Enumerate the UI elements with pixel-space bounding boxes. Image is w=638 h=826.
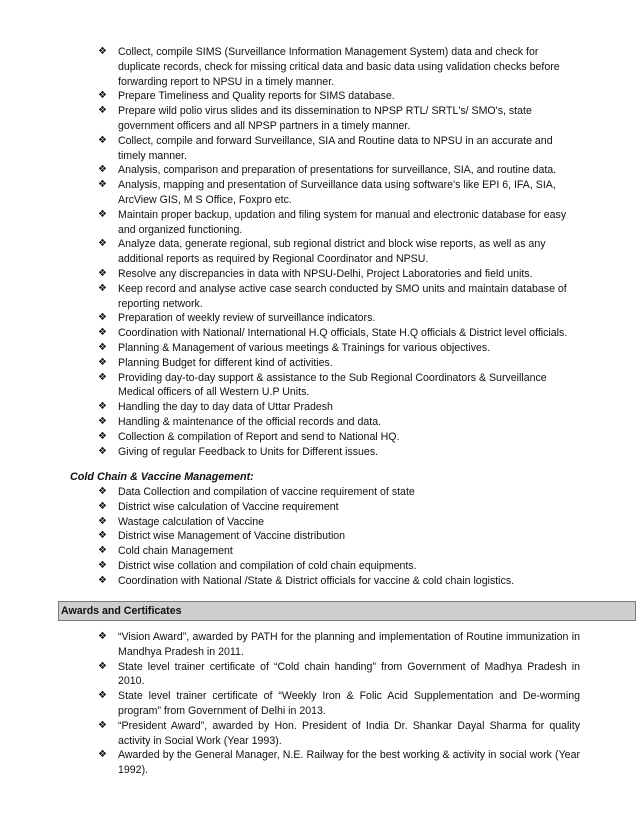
list-item-text: Planning & Management of various meetings & Trainings for various objectives.: [118, 341, 491, 354]
list-item: [98, 341, 580, 356]
list-item-text: Analysis, mapping and presentation of Surveillance data using software's like EPI 6, IFA, SIA, ArcView GIS, M S Office, Foxpro etc.: [118, 179, 556, 206]
list-item: [98, 689, 580, 719]
list-item: [98, 45, 580, 89]
four-diamond-bullet-icon: ❖: [98, 719, 107, 731]
four-diamond-bullet-icon: ❖: [98, 134, 107, 146]
four-diamond-bullet-icon: ❖: [98, 327, 107, 339]
four-diamond-bullet-icon: ❖: [98, 282, 107, 294]
list-item-text: Coordination with National /State & District officials for vaccine & cold chain logistics.: [118, 574, 515, 587]
list-item: [98, 485, 580, 500]
list-item-text: Handling & maintenance of the official records and data.: [118, 415, 382, 428]
list-item: [98, 237, 580, 267]
list-item-text: Giving of regular Feedback to Units for Different issues.: [118, 445, 379, 458]
four-diamond-bullet-icon: ❖: [98, 341, 107, 353]
four-diamond-bullet-icon: ❖: [98, 356, 107, 368]
list-item-text: “President Award”, awarded by Hon. President of India Dr. Shankar Dayal Sharma for quality activity in Social Work (Year 1993).: [118, 719, 580, 747]
four-diamond-bullet-icon: ❖: [98, 312, 107, 324]
cold-chain-list: [98, 485, 580, 589]
list-item: [98, 660, 580, 690]
list-item: [98, 719, 580, 749]
list-item: [98, 544, 580, 559]
list-item: [98, 371, 580, 401]
list-item-text: Coordination with National/ International H.Q officials, State H.Q officials & District level officials.: [118, 327, 568, 340]
list-item: [98, 356, 580, 371]
responsibilities-list: [98, 45, 580, 459]
list-item-text: Prepare wild polio virus slides and its dissemination to NPSP RTL/ SRTL's/ SMO's, state government officers and all NPSP partners in a timely manner.: [118, 105, 532, 132]
four-diamond-bullet-icon: ❖: [98, 238, 107, 250]
four-diamond-bullet-icon: ❖: [98, 445, 107, 457]
list-item: [98, 326, 580, 341]
four-diamond-bullet-icon: ❖: [98, 371, 107, 383]
list-item: [98, 163, 580, 178]
four-diamond-bullet-icon: ❖: [98, 545, 107, 557]
four-diamond-bullet-icon: ❖: [98, 500, 107, 512]
list-item: [98, 748, 580, 778]
list-item-text: Prepare Timeliness and Quality reports for SIMS database.: [118, 90, 395, 103]
awards-heading: Awards and Certificates: [61, 605, 182, 617]
list-item-text: District wise collation and compilation of cold chain equipments.: [118, 559, 417, 572]
four-diamond-bullet-icon: ❖: [98, 267, 107, 279]
cold-chain-heading: Cold Chain & Vaccine Management:: [70, 471, 254, 483]
list-item: [98, 445, 580, 460]
list-item-text: State level trainer certificate of “Weekly Iron & Folic Acid Supplementation and De-worming program” from Government of Delhi in 2013.: [118, 690, 580, 717]
four-diamond-bullet-icon: ❖: [98, 559, 107, 571]
four-diamond-bullet-icon: ❖: [98, 631, 107, 642]
list-item-text: Resolve any discrepancies in data with NPSU-Delhi, Project Laboratories and field units.: [118, 267, 533, 280]
list-item-text: Awarded by the General Manager, N.E. Railway for the best working & activity in social work (Year 1992).: [118, 749, 580, 777]
list-item-text: Providing day-to-day support & assistance to the Sub Regional Coordinators & Surveillance Medical officers of all Western U.P Units.: [118, 371, 547, 399]
list-item-text: Collection & compilation of Report and send to National HQ.: [118, 430, 400, 443]
list-item: [98, 89, 580, 104]
list-item: [98, 134, 580, 164]
four-diamond-bullet-icon: ❖: [98, 179, 107, 191]
four-diamond-bullet-icon: ❖: [98, 749, 107, 761]
list-item: [98, 559, 580, 574]
four-diamond-bullet-icon: ❖: [98, 660, 107, 672]
list-item: [98, 500, 580, 515]
four-diamond-bullet-icon: ❖: [98, 486, 107, 497]
list-item: [98, 400, 580, 415]
list-item-text: Analyze data, generate regional, sub regional district and block wise reports, as well as any additional reports as required by Regional Coordinator and NPSU.: [118, 238, 546, 266]
four-diamond-bullet-icon: ❖: [98, 515, 107, 527]
awards-list: [98, 630, 580, 778]
list-item: [98, 515, 580, 530]
four-diamond-bullet-icon: ❖: [98, 401, 107, 413]
four-diamond-bullet-icon: ❖: [98, 105, 107, 117]
four-diamond-bullet-icon: ❖: [98, 415, 107, 427]
list-item-text: Handling the day to day data of Uttar Pradesh: [118, 401, 333, 414]
list-item: [98, 282, 580, 312]
list-item-text: Keep record and analyse active case search conducted by SMO units and maintain database of reporting network.: [118, 282, 567, 310]
list-item-text: District wise calculation of Vaccine requirement: [118, 500, 339, 513]
four-diamond-bullet-icon: ❖: [98, 164, 107, 176]
four-diamond-bullet-icon: ❖: [98, 46, 107, 57]
list-item: [98, 415, 580, 430]
list-item: [98, 311, 580, 326]
list-item-text: Collect, compile and forward Surveillance, SIA and Routine data to NPSU in an accurate and timely manner.: [118, 134, 553, 162]
list-item: [98, 430, 580, 445]
list-item-text: Data Collection and compilation of vaccine requirement of state: [118, 486, 415, 498]
four-diamond-bullet-icon: ❖: [98, 530, 107, 542]
list-item: [98, 104, 580, 134]
list-item: [98, 574, 580, 589]
list-item: [98, 529, 580, 544]
list-item-text: Collect, compile SIMS (Surveillance Information Management System) data and check for duplicate records, check for missing critical data and basic data using validation checks before forwarding report to NPSU in a timely manner.: [118, 46, 560, 88]
list-item-text: Maintain proper backup, updation and filing system for manual and electronic database for easy and organized functioning.: [118, 208, 567, 236]
list-item: [98, 178, 580, 208]
list-item-text: Cold chain Management: [118, 545, 233, 558]
list-item-text: Wastage calculation of Vaccine: [118, 515, 265, 528]
four-diamond-bullet-icon: ❖: [98, 690, 107, 702]
list-item-text: Analysis, comparison and preparation of presentations for surveillance, SIA, and routine data.: [118, 164, 557, 177]
four-diamond-bullet-icon: ❖: [98, 208, 107, 220]
awards-section-bar: [58, 601, 636, 621]
list-item: [98, 267, 580, 282]
list-item-text: “Vision Award”, awarded by PATH for the planning and implementation of Routine immunization in Mandhya Pradesh in 2011.: [118, 631, 580, 658]
four-diamond-bullet-icon: ❖: [98, 430, 107, 442]
list-item-text: Preparation of weekly review of surveillance indicators.: [118, 312, 376, 325]
four-diamond-bullet-icon: ❖: [98, 90, 107, 102]
list-item: [98, 208, 580, 238]
four-diamond-bullet-icon: ❖: [98, 574, 107, 586]
list-item-text: State level trainer certificate of “Cold chain handing” from Government of Madhya Pradesh in 2010.: [118, 660, 580, 688]
list-item-text: District wise Management of Vaccine distribution: [118, 530, 346, 543]
list-item-text: Planning Budget for different kind of activities.: [118, 356, 333, 369]
list-item: [98, 630, 580, 660]
